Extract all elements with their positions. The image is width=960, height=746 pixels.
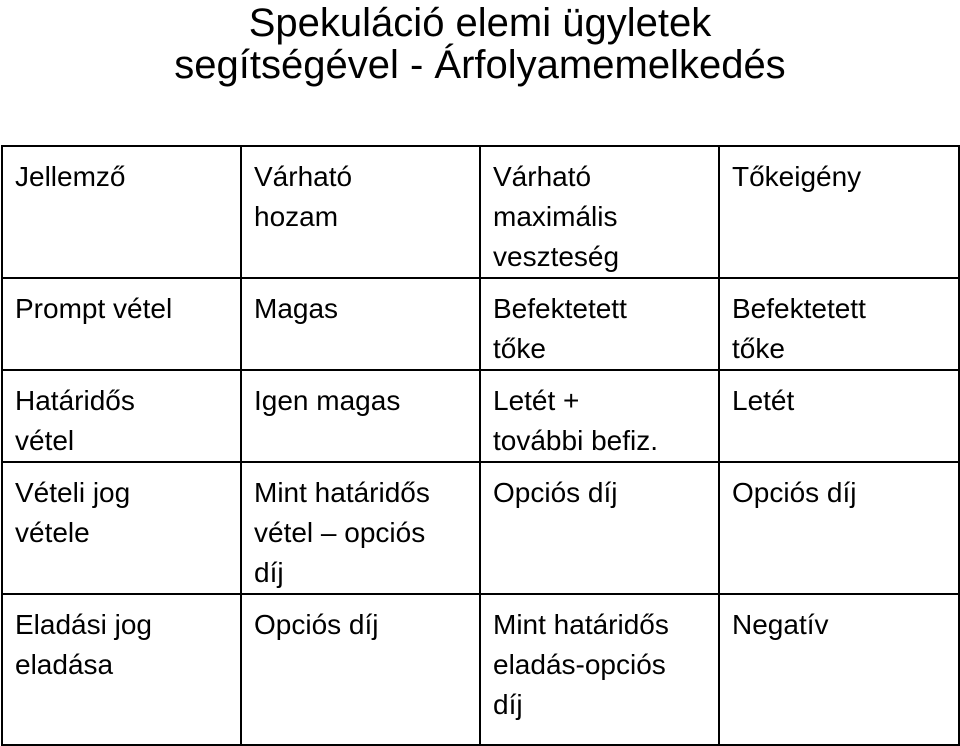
cell-line: Határidős <box>15 385 135 416</box>
table-cell <box>480 594 719 745</box>
table-cell <box>241 462 480 594</box>
cell-line: vétel – opciós <box>254 517 426 548</box>
table-cell <box>719 462 959 594</box>
cell-line: Opciós díj <box>493 477 618 508</box>
table-header-row <box>2 146 959 278</box>
table-cell <box>2 278 241 370</box>
cell-line: további befiz. <box>493 425 658 456</box>
cell-line: Vételi jog <box>15 477 131 508</box>
cell-line: Mint határidős <box>254 477 430 508</box>
cell-line: hozam <box>254 201 339 232</box>
cell-line: Mint határidős <box>493 609 669 640</box>
cell-line: Várható <box>493 161 592 192</box>
table-row <box>2 278 959 370</box>
cell-line: tőke <box>732 333 785 364</box>
cell-line: Tőkeigény <box>732 161 862 192</box>
table-cell <box>480 278 719 370</box>
cell-line: Opciós díj <box>732 477 857 508</box>
cell-line: Negatív <box>732 609 829 640</box>
slide-title-line-1: Spekuláció elemi ügyletek <box>248 1 712 45</box>
table-cell <box>480 462 719 594</box>
cell-line: Befektetett <box>732 293 866 324</box>
cell-line: eladása <box>15 649 114 680</box>
cell-line: Opciós díj <box>254 609 379 640</box>
comparison-table <box>1 145 960 746</box>
cell-line: vétel <box>15 425 75 456</box>
table-cell <box>480 370 719 462</box>
cell-line: eladás-opciós <box>493 649 666 680</box>
cell-line: Prompt vétel <box>15 293 173 324</box>
slide-title <box>0 0 960 128</box>
cell-line: Letét + <box>493 385 580 416</box>
table-cell <box>2 594 241 745</box>
cell-line: Igen magas <box>254 385 401 416</box>
table-cell <box>719 594 959 745</box>
header-cell-characteristic <box>2 146 241 278</box>
cell-line: Eladási jog <box>15 609 152 640</box>
table-cell <box>719 278 959 370</box>
cell-line: Befektetett <box>493 293 627 324</box>
table-row <box>2 370 959 462</box>
cell-line: díj <box>254 557 284 588</box>
cell-line: veszteség <box>493 241 620 272</box>
table-row <box>2 594 959 745</box>
header-cell-expected-max-loss <box>480 146 719 278</box>
cell-line: tőke <box>493 333 546 364</box>
header-cell-expected-return <box>241 146 480 278</box>
cell-line: Várható <box>254 161 353 192</box>
table-cell <box>241 594 480 745</box>
cell-line: díj <box>493 689 523 720</box>
cell-line: vétele <box>15 517 90 548</box>
slide-title-line-2: segítségével - Árfolyamemelkedés <box>174 43 786 87</box>
cell-line: Magas <box>254 293 339 324</box>
cell-line: Jellemző <box>15 161 126 192</box>
table-row <box>2 462 959 594</box>
table-cell <box>2 462 241 594</box>
table-cell <box>241 278 480 370</box>
table-cell <box>2 370 241 462</box>
header-cell-capital-requirement <box>719 146 959 278</box>
table-cell <box>241 370 480 462</box>
table-cell <box>719 370 959 462</box>
cell-line: Letét <box>732 385 795 416</box>
cell-line: maximális <box>493 201 618 232</box>
